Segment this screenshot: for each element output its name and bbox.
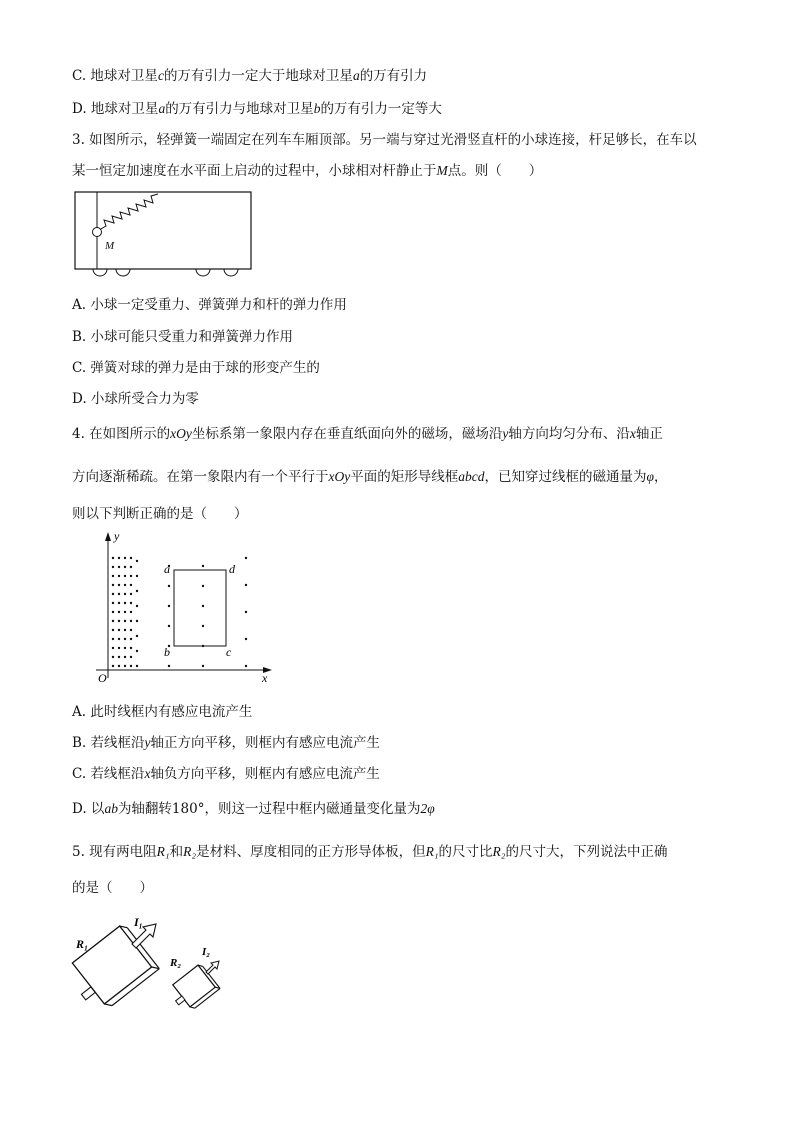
q5-stem-var-r2b: R₂ <box>492 844 506 859</box>
field-dot <box>124 647 126 649</box>
y-axis-arrow <box>105 532 111 541</box>
field-dot <box>130 557 132 559</box>
field-dot <box>118 593 120 595</box>
ball <box>93 228 102 237</box>
field-dot <box>124 620 126 622</box>
q4-option-d-text: D. 以 <box>72 801 105 817</box>
q4-stem-var-xoy2: xOy <box>328 469 351 484</box>
field-dot <box>124 575 126 577</box>
q4-stem-text4: 轴正 <box>635 426 663 442</box>
q4-stem-line3: 则以下判断正确的是（ ） <box>72 506 248 522</box>
origin-label: O <box>98 671 107 685</box>
q2-option-c-text2: 的万有引力一定大于地球对卫星 <box>163 68 353 84</box>
field-dot <box>124 566 126 568</box>
field-dot <box>136 590 138 592</box>
q4-option-b-text2: 轴正方向平移，则框内有感应电流产生 <box>150 735 381 751</box>
spring <box>99 194 158 230</box>
q3-stem-text2: 点。则（ ） <box>447 163 543 179</box>
q3-train-figure <box>74 190 254 282</box>
q5-stem-text: 5. 现有两电阻 <box>72 844 157 860</box>
field-dot <box>124 665 126 667</box>
field-dot <box>118 575 120 577</box>
field-dot <box>202 605 204 607</box>
field-dot <box>202 565 204 567</box>
label-i2: I₂ <box>202 946 211 958</box>
q4-stem-text6: 平面的矩形导线框 <box>350 469 459 485</box>
q4-option-d-text2: 为轴翻转180°，则这一过程中框内磁通量变化量为 <box>117 801 421 817</box>
q3-stem-var-m: M <box>436 163 448 178</box>
q4-magnetic-field-figure <box>96 530 280 690</box>
field-dot <box>118 602 120 604</box>
field-dot <box>168 625 170 627</box>
field-dot <box>245 584 247 586</box>
q4-stem-line2 <box>72 468 667 486</box>
field-dot <box>112 566 114 568</box>
field-dot <box>130 566 132 568</box>
q4-option-b-var-y: y <box>144 735 151 750</box>
field-dot <box>112 629 114 631</box>
field-dot <box>130 611 132 613</box>
field-dot <box>130 638 132 640</box>
field-dot <box>124 557 126 559</box>
q5-stem-line2: 的是（ ） <box>72 880 153 896</box>
label-i1: I₁ <box>134 915 143 929</box>
corner-d: d <box>229 562 235 576</box>
field-dot <box>124 629 126 631</box>
q2-option-c-text3: 的万有引力 <box>359 68 428 84</box>
field-dot <box>202 625 204 627</box>
q2-option-d-text2: 的万有引力与地球对卫星 <box>165 101 314 117</box>
field-dot <box>118 647 120 649</box>
q5-stem-var-r2: R₂ <box>183 844 197 859</box>
field-dot <box>118 629 120 631</box>
field-dot <box>124 584 126 586</box>
field-dot <box>118 656 120 658</box>
field-dot <box>130 620 132 622</box>
corner-a: a <box>164 562 170 576</box>
q4-stem-line1 <box>72 425 663 443</box>
q2-option-c-var-a: a <box>352 68 360 83</box>
field-dot <box>130 575 132 577</box>
field-dot <box>168 665 170 667</box>
field-dot <box>112 647 114 649</box>
q3-stem-line1: 3. 如图所示，轻弹簧一端固定在列车车厢顶部。另一端与穿过光滑竖直杆的小球连接，杆足够长，在车以 <box>72 132 697 148</box>
q5-stem-text5: 的尺寸大，下列说法中正确 <box>505 844 668 860</box>
field-dot <box>112 665 114 667</box>
field-dot <box>130 629 132 631</box>
field-dot <box>112 656 114 658</box>
corner-b: b <box>164 645 170 659</box>
q4-stem-text8: ， <box>653 469 668 485</box>
field-dot <box>136 665 138 667</box>
q2-option-c-text: C. 地球对卫星 <box>72 68 158 84</box>
field-dot <box>112 593 114 595</box>
q4-option-c <box>72 765 380 783</box>
q4-stem-text2: 坐标系第一象限内存在垂直纸面向外的磁场，磁场沿 <box>191 426 503 442</box>
q4-option-c-var-x: x <box>144 766 151 781</box>
q4-option-b <box>72 734 380 752</box>
label-m: M <box>105 240 115 252</box>
field-dot <box>124 593 126 595</box>
field-dot <box>136 605 138 607</box>
field-dot <box>245 638 247 640</box>
q4-stem-var-abcd: abcd <box>458 469 485 484</box>
q2-option-d-var-b: b <box>313 101 321 116</box>
q2-option-d <box>72 100 442 118</box>
q4-option-d-var-2phi: 2φ <box>420 801 435 816</box>
field-dot <box>118 665 120 667</box>
field-dot <box>118 638 120 640</box>
field-dot <box>124 611 126 613</box>
field-dot <box>112 638 114 640</box>
field-dot <box>136 650 138 652</box>
field-dot <box>130 665 132 667</box>
q4-option-b-text: B. 若线框沿 <box>72 735 145 751</box>
field-dot <box>245 665 247 667</box>
q4-option-c-text: C. 若线框沿 <box>72 766 145 782</box>
field-dot <box>112 575 114 577</box>
field-dot <box>124 602 126 604</box>
field-dot <box>118 584 120 586</box>
q5-stem-text4: 的尺寸比 <box>438 844 493 860</box>
q3-option-c: C. 弹簧对球的弹力是由于球的形变产生的 <box>72 360 320 376</box>
field-dot <box>130 584 132 586</box>
field-dot <box>118 557 120 559</box>
q4-stem-var-x: x <box>629 426 636 441</box>
q2-option-c <box>72 67 427 85</box>
field-dot <box>112 602 114 604</box>
label-r1: R₁ <box>76 937 89 951</box>
q5-stem-line1 <box>72 843 667 861</box>
q5-resistor-figure <box>72 910 242 1015</box>
q5-stem-text3: 是材料、厚度相同的正方形导体板，但 <box>196 844 426 860</box>
q4-option-d <box>72 800 435 818</box>
field-dot <box>118 566 120 568</box>
wheel-4 <box>224 269 238 276</box>
current-arrow-i2 <box>206 961 219 974</box>
field-dot <box>118 611 120 613</box>
q2-option-d-text3: 的万有引力一定等大 <box>320 101 442 117</box>
q2-option-d-text: D. 地球对卫星 <box>72 101 159 117</box>
q2-option-d-var-a: a <box>158 101 166 116</box>
q4-stem-var-phi: φ <box>646 469 654 484</box>
wheel-2 <box>116 269 130 276</box>
field-dot <box>130 647 132 649</box>
label-r2: R₂ <box>170 957 182 969</box>
q4-stem-text5: 方向逐渐稀疏。在第一象限内有一个平行于 <box>72 469 329 485</box>
q2-option-c-var-c: c <box>157 68 164 83</box>
field-dot <box>245 557 247 559</box>
y-axis-label: y <box>114 529 120 543</box>
field-dot <box>124 656 126 658</box>
field-dot <box>118 620 120 622</box>
field-dot <box>136 635 138 637</box>
q3-stem-line2 <box>72 162 542 180</box>
q3-option-d: D. 小球所受合力为零 <box>72 391 199 407</box>
field-dot <box>202 585 204 587</box>
q4-stem-text7: ，已知穿过线框的磁通量为 <box>484 469 647 485</box>
field-dot <box>245 611 247 613</box>
q4-stem-text: 4. 在如图所示的 <box>72 426 171 442</box>
q4-stem-var-y: y <box>502 426 509 441</box>
field-dot <box>136 575 138 577</box>
q4-stem-var-xoy: xOy <box>170 426 192 441</box>
field-dot <box>136 620 138 622</box>
q4-stem-text3: 轴方向均匀分布、沿 <box>508 426 630 442</box>
field-dot <box>112 611 114 613</box>
q4-option-d-var-ab: ab <box>104 801 118 816</box>
plate-r2-tab <box>176 996 185 1005</box>
wheel-3 <box>196 269 210 276</box>
q3-stem-text: 某一恒定加速度在水平面上启动的过程中，小球相对杆静止于 <box>72 163 437 179</box>
field-dot <box>130 602 132 604</box>
field-dot <box>112 620 114 622</box>
q3-option-b: B. 小球可能只受重力和弹簧弹力作用 <box>72 329 294 345</box>
q3-option-a: A. 小球一定受重力、弹簧弹力和杆的弹力作用 <box>72 297 347 313</box>
wheel-1 <box>93 269 107 276</box>
q5-stem-text2: 和 <box>169 844 184 860</box>
field-dot <box>112 584 114 586</box>
field-dot <box>168 585 170 587</box>
q4-option-c-text2: 轴负方向平移，则框内有感应电流产生 <box>150 766 380 782</box>
field-dot <box>136 560 138 562</box>
x-axis-label: x <box>262 671 268 685</box>
q4-option-a: A. 此时线框内有感应电流产生 <box>72 704 253 720</box>
wire-frame-abcd <box>174 570 226 646</box>
field-dot <box>124 638 126 640</box>
q5-stem-var-r1: R₁ <box>156 844 170 859</box>
corner-c: c <box>226 645 232 659</box>
field-dot <box>112 557 114 559</box>
field-dot <box>130 656 132 658</box>
field-dot <box>168 605 170 607</box>
field-dot <box>130 593 132 595</box>
q5-stem-var-r1b: R₁ <box>425 844 439 859</box>
field-dot <box>202 665 204 667</box>
